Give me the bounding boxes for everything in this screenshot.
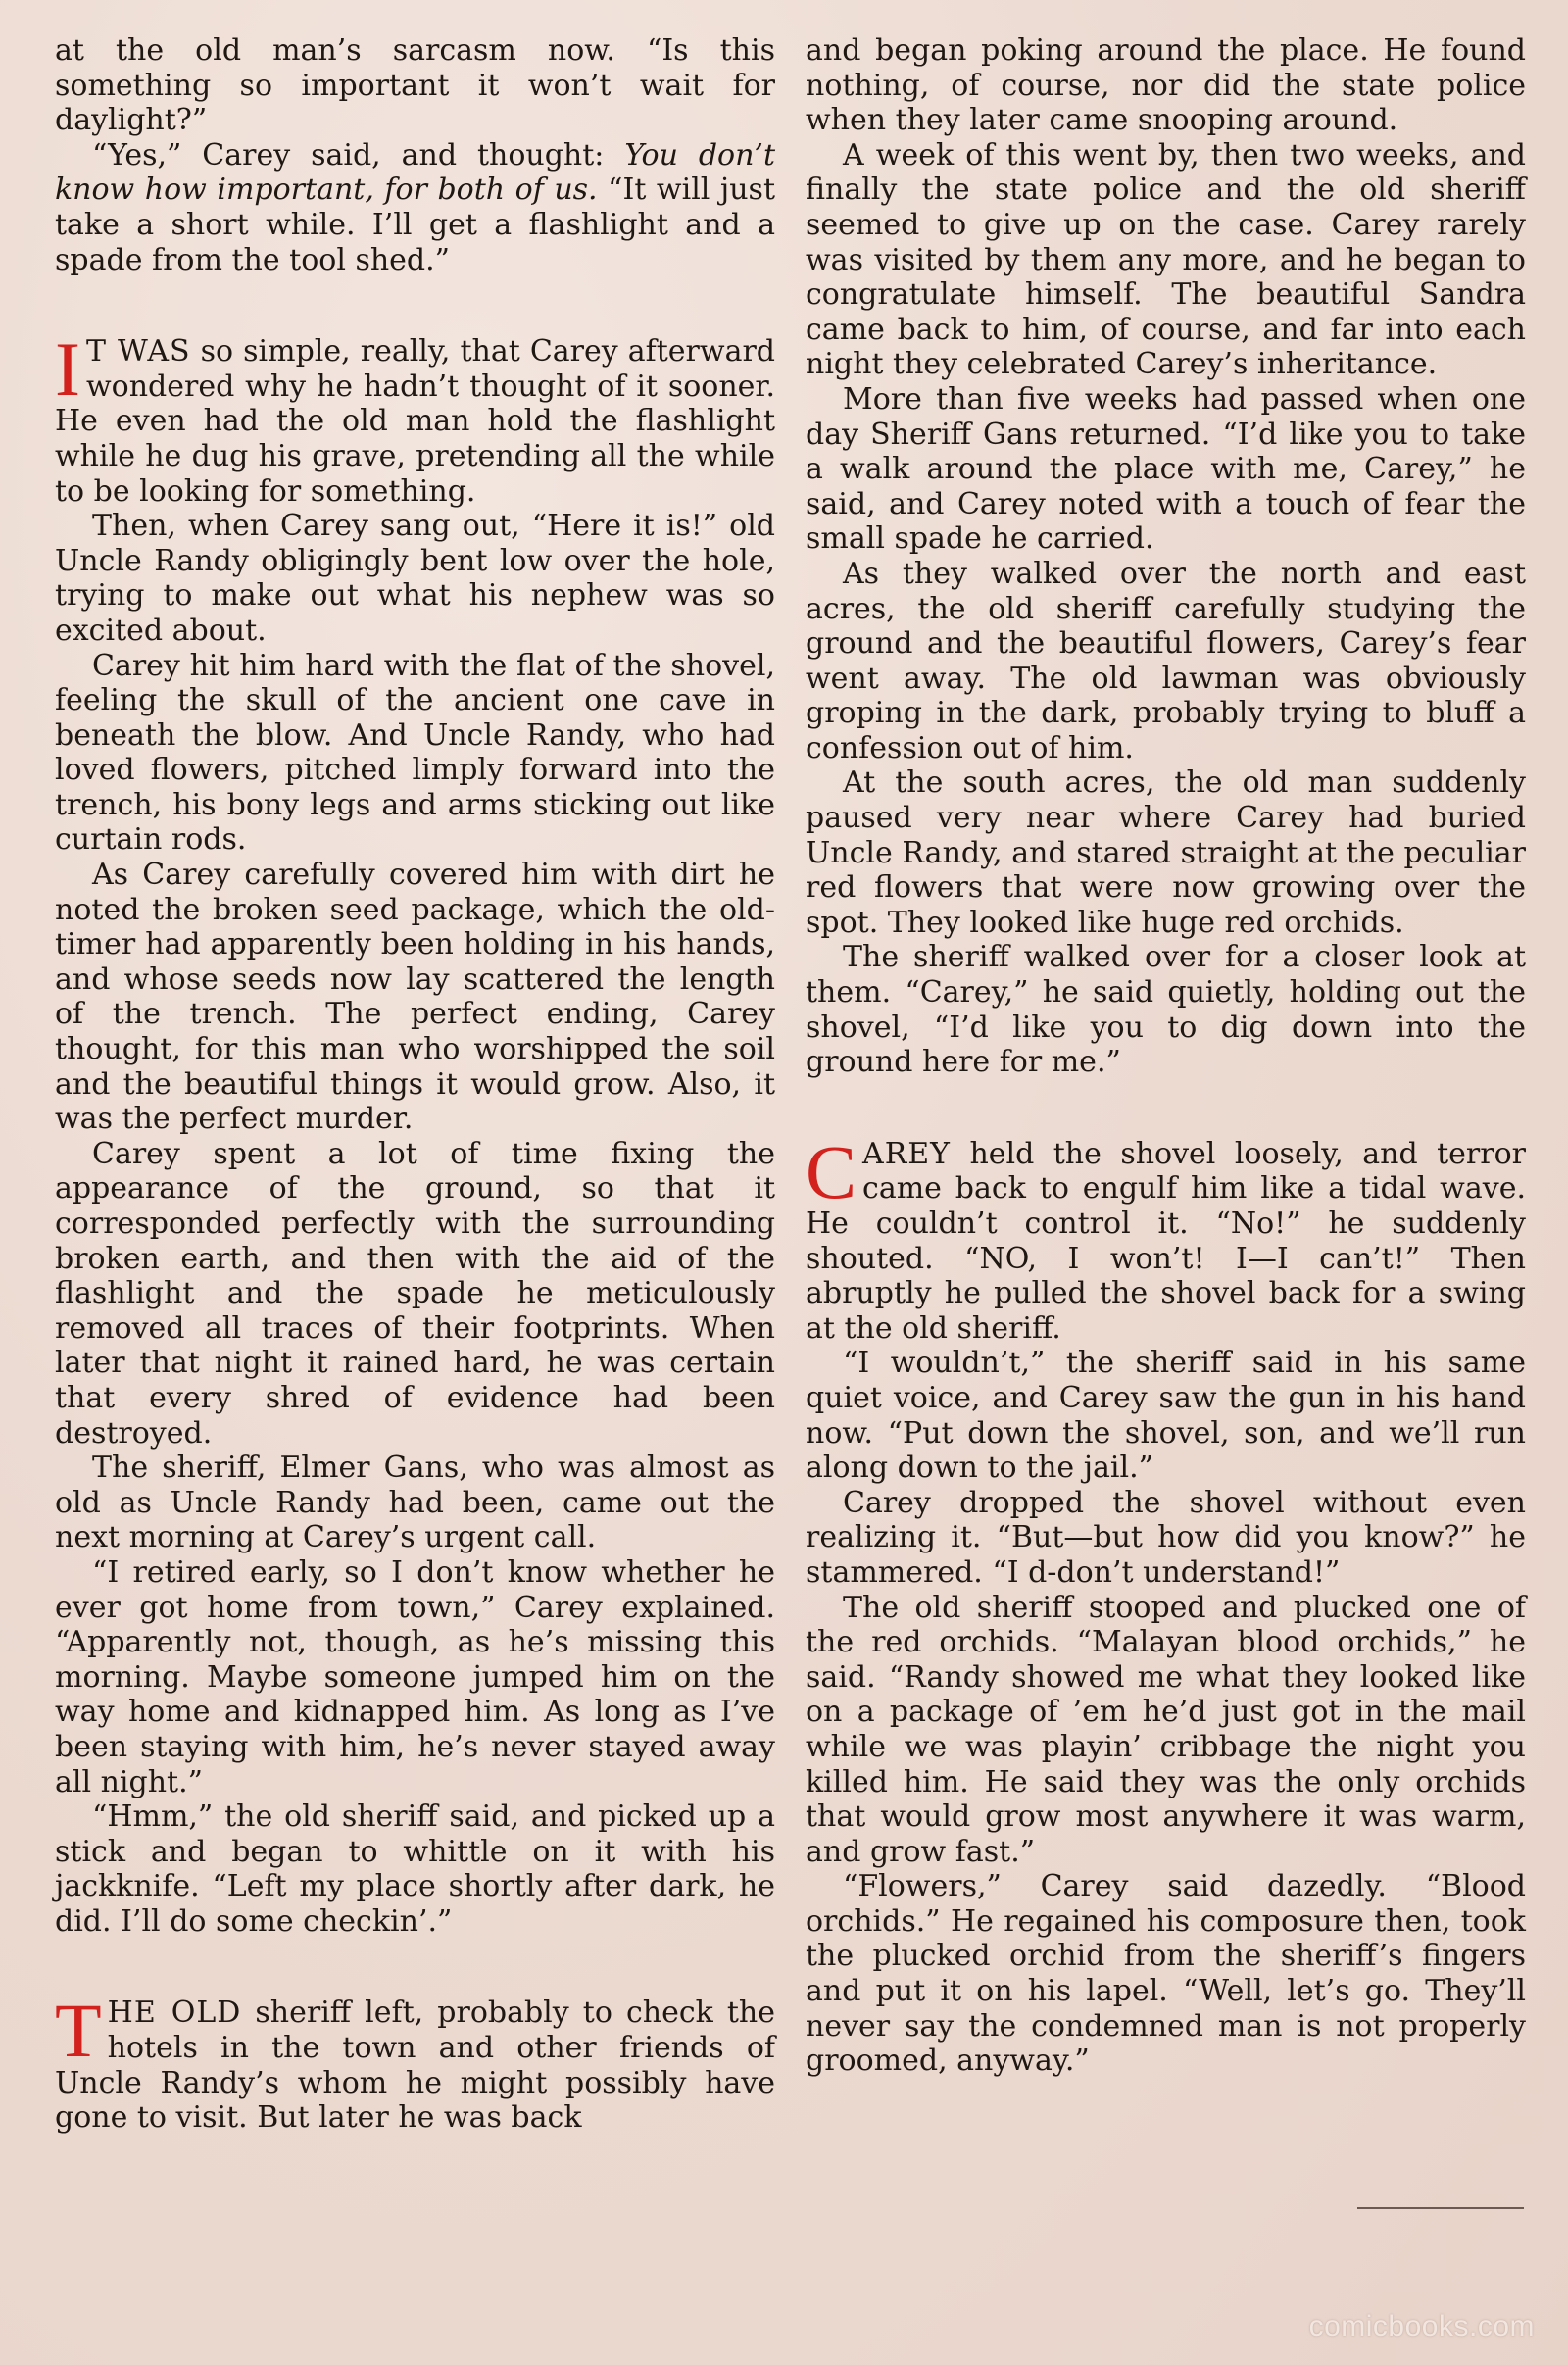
paragraph: “Flowers,” Carey said dazedly. “Blood orchids.” He regained his composure then, took the plucked orchid from the sheriff’s fingers and put it on his lapel. “Well, let’s go. They’ll never say the condemned man is not properly groomed, anyway.” (806, 1869, 1526, 2079)
paragraph: Carey spent a lot of time fixing the appearance of the ground, so that it corresponded perfectly with the surrounding broken earth, and then with the aid of the flashlight and the spade he meticulously removed all traces of their footprints. When later that night it rained hard, he was certain that every shred of evidence had been destroyed. (55, 1136, 775, 1451)
paragraph: and began poking around the place. He found nothing, of course, nor did the state police when they later came snooping around. (806, 33, 1526, 138)
paragraph: “I wouldn’t,” the sheriff said in his same quiet voice, and Carey saw the gun in his hand now. “Put down the shovel, son, and we’ll run along down to the jail.” (806, 1346, 1526, 1486)
left-column (55, 33, 775, 2136)
paragraph: at the old man’s sarcasm now. “Is this something so important it won’t wait for daylight?” (55, 33, 775, 138)
end-rule-divider (1357, 2207, 1524, 2209)
section-paragraph (806, 1128, 1526, 1347)
watermark: comicbooks.com (1308, 2310, 1535, 2342)
lead-in-caps: T WAS (85, 334, 191, 370)
paragraph: The old sheriff stooped and plucked one of the red orchids. “Malayan blood orchids,” he said. “Randy showed me what they looked like on a package of ’em he’d just got in the mail while we was playin’ cribbage the night you killed him. He said they was the only orchids that would grow most anywhere it was warm, and grow fast.” (806, 1590, 1526, 1869)
paragraph: The sheriff, Elmer Gans, who was almost as old as Uncle Randy had been, came out the next morning at Carey’s urgent call. (55, 1451, 775, 1555)
italic-thought: You don’t know how important, for both of us. (55, 137, 776, 208)
paragraph: Then, when Carey sang out, “Here it is!” old Uncle Randy obligingly bent low over the hole, trying to make out what his nephew was so excited about. (55, 509, 775, 648)
paragraph: More than five weeks had passed when one day Sheriff Gans returned. “I’d like you to take a walk around the place with me, Carey,” he said, and Carey noted with a touch of fear the small spade he carried. (806, 381, 1526, 557)
paragraph-text: “Yes,” Carey said, and thought: (92, 137, 625, 172)
paragraph: “Hmm,” the old sheriff said, and picked up a stick and began to whittle on it with his jackknife. “Left my place shortly after dark, he did. I’ll do some checkin’.” (55, 1799, 775, 1939)
paragraph: As they walked over the north and east acres, the old sheriff carefully studying the ground and the beautiful flowers, Carey’s fear went away. The old lawman was obviously groping in the dark, probably trying to bluff a confession out of him. (806, 556, 1526, 765)
drop-cap-letter: I (55, 326, 80, 413)
paragraph: At the south acres, the old man suddenly paused very near where Carey had buried Uncle Randy, and stared straight at the peculiar red flowers that were now growing over the spot. They looked like huge red orchids. (806, 765, 1526, 940)
section-paragraph (55, 1988, 775, 2136)
drop-cap-letter: C (806, 1128, 858, 1214)
paragraph: Carey dropped the shovel without even realizing it. “But—but how did you know?” he stammered. “I d-don’t understand!” (806, 1485, 1526, 1590)
lead-in-caps: AREY (862, 1136, 951, 1171)
paragraph-text: so simple, really, that Carey afterward wondered why he hadn’t thought of it sooner. He even had the old man hold the flashlight while he dug his grave, pretending all the while to be looking for something. (55, 334, 775, 509)
drop-cap-letter: T (55, 1988, 102, 2074)
right-column (806, 33, 1526, 2079)
paragraph: A week of this went by, then two weeks, and finally the state police and the old sheriff seemed to give up on the case. Carey rarely was visited by them any more, and he began to congratulate himself. The beautiful Sandra came back to him, of course, and far into each night they celebrated Carey’s inheritance. (806, 137, 1526, 382)
paragraph: Carey hit him hard with the flat of the shovel, feeling the skull of the ancient one cave in beneath the blow. And Uncle Randy, who had loved flowers, pitched limply forward into the trench, his bony legs and arms sticking out like curtain rods. (55, 648, 775, 858)
paragraph-text: “It will just take a short while. I’ll get a flashlight and a spade from the tool shed.” (55, 172, 776, 277)
paragraph: “I retired early, so I don’t know whether he ever got home from town,” Carey explained. “Apparently not, though, as he’s missing this morning. Maybe someone jumped him on the way home and kidnapped him. As long as I’ve been staying with him, he’s never stayed away all night.” (55, 1554, 775, 1799)
paragraph-text: sheriff left, probably to check the hotels in the town and other friends of Uncle Randy’s whom he might possibly have gone to visit. But later he was back (55, 1995, 775, 2136)
paragraph (55, 138, 775, 277)
lead-in-caps: HE OLD (107, 1995, 242, 2031)
section-paragraph (55, 326, 775, 509)
paragraph: The sheriff walked over for a closer look at them. “Carey,” he said quietly, holding out the shovel, “I’d like you to dig down into the ground here for me.” (806, 940, 1526, 1080)
paragraph-text: held the shovel loosely, and terror came back to engulf him like a tidal wave. He couldn’t control it. “No!” he suddenly shouted. “NO, I won’t! I—I can’t!” Then abruptly he pulled the shovel back for a swing at the old sheriff. (806, 1136, 1526, 1346)
paragraph: As Carey carefully covered him with dirt he noted the broken seed package, which the old-timer had apparently been holding in his hands, and whose seeds now lay scattered the length of the trench. The perfect ending, Carey thought, for this man who worshipped the soil and the beautiful things it would grow. Also, it was the perfect murder. (55, 858, 775, 1137)
